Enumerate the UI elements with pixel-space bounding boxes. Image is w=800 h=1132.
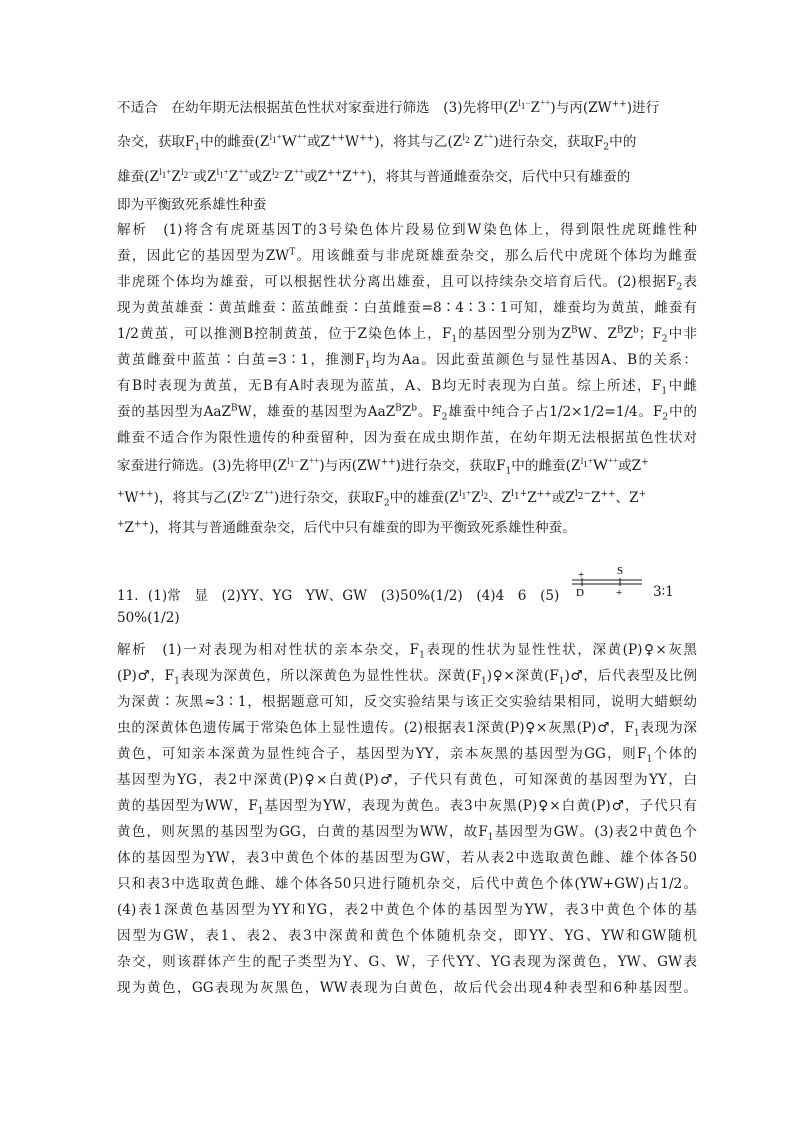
explanation-line: 雌蚕不适合作为限性遗传的种蚕留种，因为蚕在成虫期作茧，在幼年期无法根据茧色性状对 (117, 430, 697, 446)
explanation-line: (4)表1深黄色基因型为YY和YG，表2中黄色个体的基因型为YW，表3中黄色个体的基 (117, 902, 697, 918)
explanation-line: 解析 (1)一对表现为相对性状的亲本杂交，$F_1$表现的性状为显性性状，深黄(P)♀×灰黑 (117, 642, 697, 661)
chromosome-label-top-left: + (578, 569, 585, 581)
chromosome-label-bottom-left: D (576, 587, 584, 599)
explanation-line: 黄色，则灰黑的基因型为GG，白黄的基因型为WW，故$F_1$基因型为GW。(3)表2中黄色个 (117, 824, 697, 843)
explanation-line: 非虎斑个体均为雄蚕，可以根据性状分离出雄蚕，且可以持续杂交培育后代。(2)根据$F_2$表 (117, 274, 698, 293)
gene-formula: $Z^{l_1+}W^{++}$ (259, 131, 307, 150)
gene-formula: $Z^{l_2}$ Z++ (452, 131, 494, 150)
answer-part-3: (3)50%(1/2) (380, 588, 463, 604)
answer10-line-2: 杂交，获取$F_1$中的雌蚕($Z^{l_1+}W^{++}$或Z++W++)，将其与乙($Z^{l_2}$ Z++)进行杂交，获取$F_2$中的 (117, 131, 637, 153)
explanation-line: 有B时表现为黄茧，无B有A时表现为蓝茧，A、B均无时表现为白茧。综上所述，$F_1$中雌 (117, 378, 697, 397)
explanation-line: 虫的深黄体色遗传属于常染色体上显性遗传。(2)根据表1深黄(P)♀×灰黑(P)♂，$F_1$表现为深 (117, 720, 697, 739)
explanation-line: 1/2黄茧，可以推测B控制黄茧，位于Z染色体上，$F_1$的基因型分别为$Z^BW$、$Z^BZ^b$；$F_2$中非 (117, 325, 698, 345)
chromosome-diagram (572, 564, 647, 600)
explanation-line: (P)♂，$F_1$表现为深黄色，所以深黄色为显性性状。深黄$(F_1)♀\times$深黄$(F_1)♂$，后代表型及比例 (117, 668, 697, 687)
explanation-line: 现为黄茧雄蚕∶黄茧雌蚕∶蓝茧雌蚕∶白茧雌蚕=8∶4∶3∶1可知，雄蚕均为黄茧，雌蚕有 (117, 300, 697, 316)
gene-formula: $Z^{l_1-}Z^{++}$ (508, 97, 551, 116)
explanation-line: 家蚕进行筛选。(3)先将甲$(Z^{l_1-}Z^{++})$与丙(ZW++)进行杂交，获取$F_1$中的雌蚕($Z^{l_1+}W^{++}$或Z+ (117, 455, 649, 477)
answer-part-1: (1)常 显 (147, 588, 208, 604)
chromosome-label-bottom-right: + (616, 587, 623, 599)
answer-part-5-label: (5) (540, 588, 560, 604)
explanation-line: 黄茧雌蚕中蓝茧∶白茧=3∶1，推测$F_1$均为Aa。因此蚕茧颜色与显性基因A、B的关系： (117, 352, 697, 371)
explanation-line: 为深黄∶灰黑≈3∶1，根据题意可知，反交实验结果与该正交实验结果相同，说明大蜡螟幼 (117, 694, 697, 710)
explanation-line: 只和表3中选取黄色雌、雄个体各50只进行随机杂交，后代中黄色个体(YW+GW)占1/2。 (117, 876, 697, 892)
chromosome-label-top-right: S (617, 565, 624, 577)
explanation-line: 杂交，则该群体产生的配子类型为Y、G、W，子代YY、YG表现为深黄色，YW、GW表 (117, 954, 697, 970)
answer11-line-2: 50%(1/2) (117, 610, 180, 626)
answer-part-4: (4)4 6 (476, 588, 527, 604)
answer11-block (117, 564, 697, 624)
answer10-text: 不适合 在幼年期无法根据茧色性状对家蚕进行筛选 (3)先将甲( (117, 100, 509, 116)
gene-formula: $Z^{l_1+}Z^{l_2-}$ (149, 166, 194, 185)
explanation-line: 解析 (1)将含有虎斑基因T的3号染色体片段易位到W染色体上，得到限性虎斑雌性种 (117, 222, 697, 238)
answer10-line-1: 不适合 在幼年期无法根据茧色性状对家蚕进行筛选 (3)先将甲$(Z^{l_1-}Z^{++})$与丙(ZW++)进行 (117, 97, 660, 116)
answer10-line-3: 雄蚕($Z^{l_1+}Z^{l_2-}$或$Z^{l_1+}Z^{++}$或$Z^{l_2-}Z^{++}$或Z++Z++)，将其与普通雌蚕杂交，后代中只有雄蚕的 (117, 166, 631, 185)
explanation-line: +W++)，将其与乙$(Z^{l_2-}Z^{++})$进行杂交，获取$F_2$中的雄蚕($Z^{l_1+}Z^{l_2}$、$Z^{l_1+}Z^{++}$或$Z^{l_2-}Z^{++}$、Z+ (117, 487, 647, 509)
explanation-line: 蚕的基因型为AaZ$^B$W，雄蚕的基因型为$AaZ^BZ^b$。$F_2$雄蚕中纯合子占1/2×1/2=1/4。$F_2$中的 (117, 403, 697, 423)
explanation-line: 基因型为YG，表2中深黄(P)♀×白黄(P)♂，子代只有黄色，可知深黄的基因型为YY，白 (117, 772, 697, 788)
explanation-line: 蚕，因此它的基因型为$ZW^T$。用该雌蚕与非虎斑雄蚕杂交，那么后代中虎斑个体均为雌蚕 (117, 247, 697, 264)
explanation-line: 黄色，可知亲本深黄为显性纯合子，基因型为YY，亲本灰黑的基因型为GG，则$F_1$个体的 (117, 746, 697, 765)
answer11-row (117, 584, 559, 604)
explanation-line: 体的基因型为YW，表3中黄色个体的基因型为GW，若从表2中选取黄色雌、雄个体各50 (117, 850, 697, 866)
explanation-line: 黄的基因型为WW，$F_1$基因型为YW，表现为黄色。表3中灰黑(P)♀×白黄(P)♂，子代只有 (117, 798, 697, 817)
answer-ratio: 3∶1 (653, 584, 674, 600)
explanation-line: +Z++)，将其与普通雌蚕杂交，后代中只有雄蚕的即为平衡致死系雄性种蚕。 (117, 519, 576, 536)
answer10-line-4: 即为平衡致死系雄性种蚕 (117, 197, 267, 213)
explanation-line: 因型为GW，表1、表2、表3中深黄和黄色个体随机杂交，即YY、YG、YW和GW随机 (117, 928, 697, 944)
question-number: 11． (117, 588, 148, 604)
answer-part-2: (2)YY、YG YW、GW (221, 588, 368, 604)
explanation-line: 现为黄色，GG表现为灰黑色，WW表现为白黄色，故后代会出现4种表型和6种基因型。 (117, 980, 697, 996)
